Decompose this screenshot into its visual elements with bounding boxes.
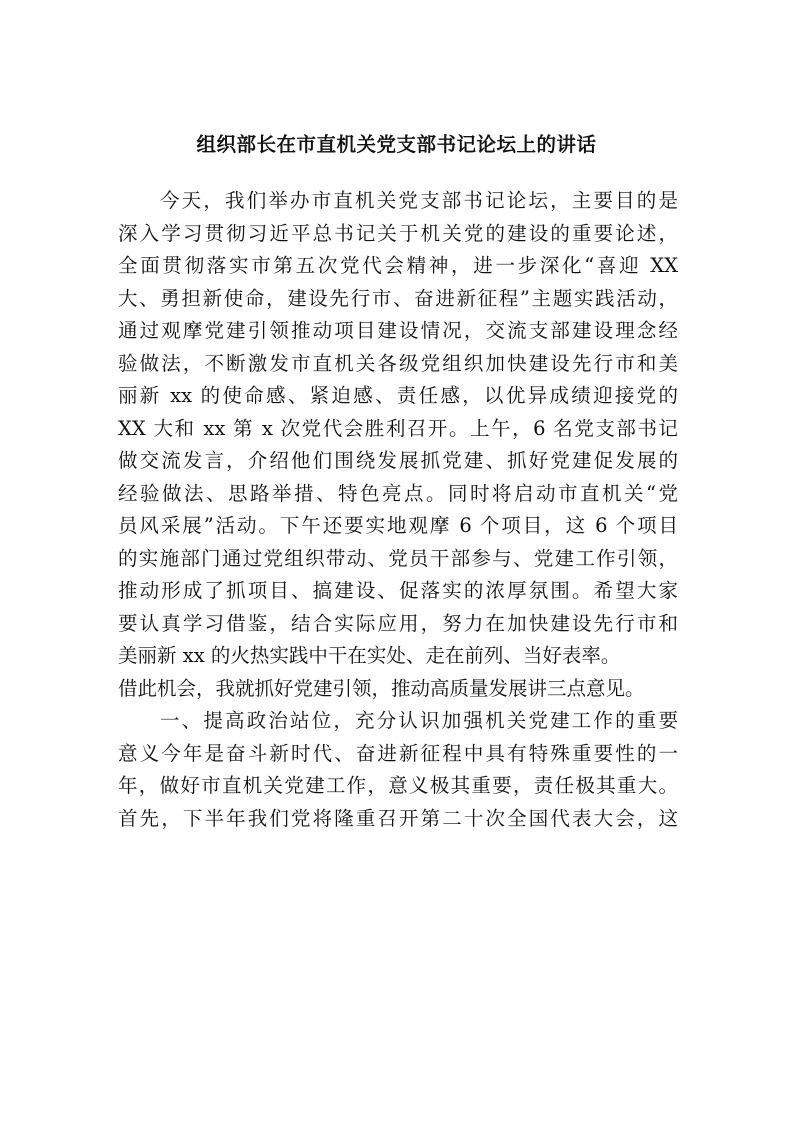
document-body (118, 185, 678, 835)
paragraph-line: 通过观摩党建引领推动项目建设情况，交流支部建设理念经 (118, 319, 678, 342)
paragraph-line: 美丽新 xx 的火热实践中干在实处、走在前列、当好表率。 (118, 644, 621, 667)
paragraph-line: 做交流发言，介绍他们围绕发展抓党建、抓好党建促发展的 (118, 449, 678, 472)
paragraph-line: 推动形成了抓项目、搞建设、促落实的浓厚氛围。希望大家 (118, 579, 678, 602)
paragraph-line: 全面贯彻落实市第五次党代会精神，进一步深化“喜迎 XX (118, 254, 678, 277)
paragraph-line: 首先，下半年我们党将隆重召开第二十次全国代表大会，这 (118, 806, 678, 830)
paragraph-line: 丽新 xx 的使命感、紧迫感、责任感，以优异成绩迎接党的 (118, 384, 678, 407)
paragraph-line: 的实施部门通过党组织带动、党员干部参与、党建工作引领， (118, 546, 678, 570)
paragraph-line: XX 大和 xx 第 x 次党代会胜利召开。上午，6 名党支部书记 (118, 416, 678, 440)
paragraph-line: 验做法，不断激发市直机关各级党组织加快建设先行市和美 (118, 351, 678, 375)
paragraph-line: 借此机会，我就抓好党建引领，推动高质量发展讲三点意见。 (118, 676, 645, 700)
paragraph-line: 员风采展”活动。下午还要实地观摩 6 个项目，这 6 个项目 (118, 514, 678, 537)
paragraph-line: 年，做好市直机关党建工作，意义极其重要，责任极其重大。 (118, 774, 678, 797)
paragraph-line: 要认真学习借鉴，结合实际应用，努力在加快建设先行市和 (118, 611, 678, 635)
paragraph-line: 今天，我们举办市直机关党支部书记论坛，主要目的是 (160, 189, 678, 212)
paragraph-line: 经验做法、思路举措、特色亮点。同时将启动市直机关“党 (118, 481, 678, 505)
paragraph-line: 大、勇担新使命，建设先行市、奋进新征程”主题实践活动， (118, 286, 678, 310)
paragraph-line: 意义今年是奋斗新时代、奋进新征程中具有特殊重要性的一 (118, 741, 678, 765)
document-title: 组织部长在市直机关党支部书记论坛上的讲话 (196, 133, 597, 156)
paragraph-line: 深入学习贯彻习近平总书记关于机关党的建设的重要论述， (118, 221, 678, 245)
section-heading-line: 一、提高政治站位，充分认识加强机关党建工作的重要 (160, 709, 678, 732)
